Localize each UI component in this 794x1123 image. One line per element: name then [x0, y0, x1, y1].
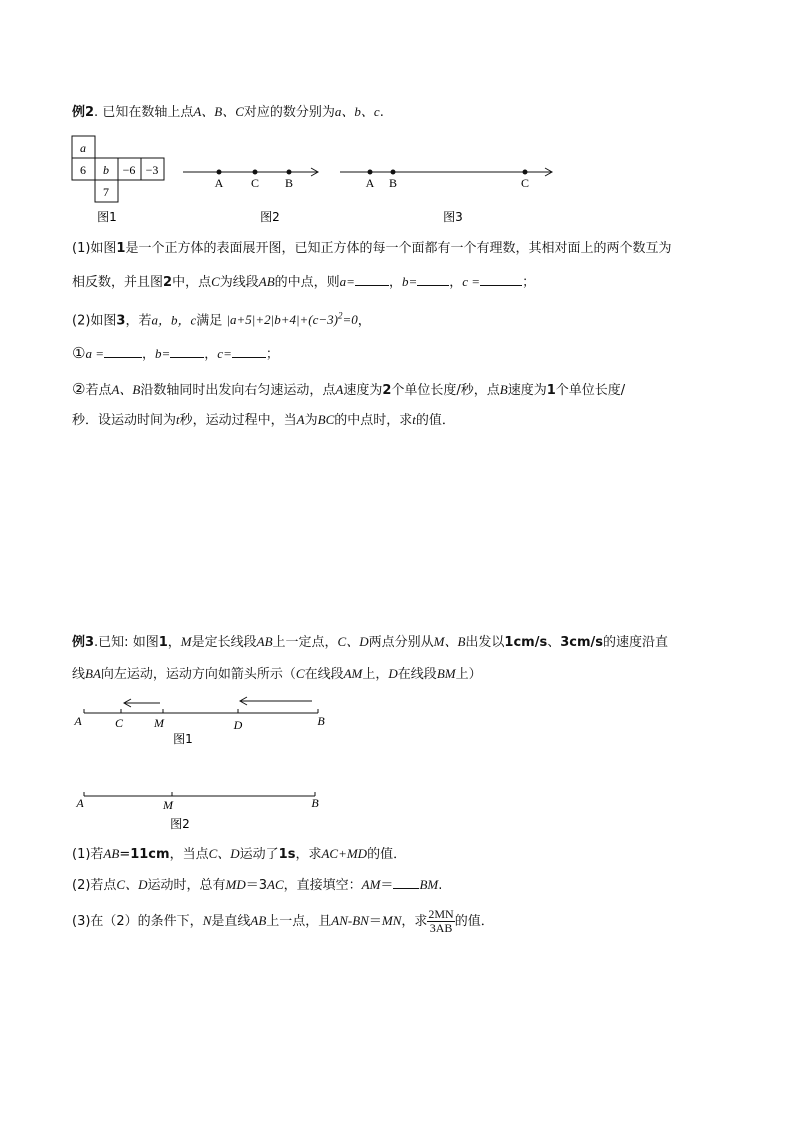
ex3-q1: (1)若AB=11cm，当点C、D运动了1s，求AC+MD的值．	[72, 846, 407, 862]
ex2-q2-1: ①a = ，b= ，c= ；	[72, 344, 279, 362]
ex3-statement-line2: 线BA向左运动，运动方向如箭头所示（C在线段AM上，D在线段BM上）	[72, 666, 482, 682]
net-cell-a: a	[80, 141, 86, 155]
fig1-caption: 图1	[97, 210, 117, 224]
fig3-caption: 图3	[443, 210, 463, 224]
net-cell-b: b	[103, 163, 109, 177]
ex3-statement-line1: 例3.已知: 如图1，M是定长线段AB上一定点，C、D两点分别从M、B出发以1cm/s、3cm/s的速度沿直	[72, 634, 669, 650]
net-cell-7: 7	[103, 185, 109, 199]
ex3-q2: (2)若点C、D运动时，总有MD＝3AC，直接填空：AM＝ BM.	[72, 874, 442, 896]
seg1-label-b: B	[317, 714, 325, 728]
axis3-label-c: C	[520, 176, 530, 190]
axis2-label-a: A	[214, 176, 224, 190]
arrow-c-left	[124, 699, 160, 707]
ex3-q3: (3)在（2）的条件下，N是直线AB上一点，且AN-BN＝MN，求 $\frac{2MN}{3AB}$ 的值．	[72, 907, 494, 935]
axis2-label-b: B	[284, 176, 294, 190]
seg2-label-b: B	[311, 796, 319, 810]
seg2-label-a: A	[76, 796, 84, 810]
ex3-q3-fraction: $\frac{2MN}{3AB}$	[428, 907, 454, 935]
ex2-q2-2-line2: 秒．设运动时间为t秒，运动过程中，当A为BC的中点时，求t的值．	[72, 412, 455, 428]
axis2-label-c: C	[250, 176, 260, 190]
seg1-label-a: A	[74, 714, 82, 728]
axis3-label-b: B	[388, 176, 398, 190]
arrow-d-left	[240, 697, 312, 705]
ex2-q2-line: (2)如图3，若a，b，c满足 $|a+5|+2|b+4|+(c-3)^2=0$，	[72, 311, 371, 329]
ex2-statement: 例2. 已知在数轴上点A、B、C对应的数分别为a、b、c.	[72, 104, 384, 120]
fig2-caption: 图2	[260, 210, 280, 224]
blank-am-ratio[interactable]	[393, 874, 419, 889]
axis3-label-a: A	[365, 176, 375, 190]
net-cell-neg3: −3	[145, 163, 159, 177]
segment-fig2	[84, 792, 315, 796]
ex2-label: 例2	[72, 105, 95, 120]
net-cell-6: 6	[80, 163, 86, 177]
segment-fig1	[84, 709, 318, 713]
ex3-label: 例3	[72, 635, 95, 650]
ex2-q2-2-line1: ②若点A、B沿数轴同时出发向右匀速运动，点A速度为2个单位长度/秒，点B速度为1个单位长度/	[72, 380, 626, 398]
ex2-q1-line2: 相反数，并且图2中，点C为线段AB的中点，则a= ，b= ，c = ；	[72, 271, 535, 293]
ex3-fig1-caption: 图1	[173, 732, 193, 746]
net-cell-neg6: −6	[122, 163, 136, 177]
ex3-fig2-caption: 图2	[170, 817, 190, 831]
seg1-label-m: M	[154, 716, 164, 730]
ex2-q1-line1: (1)如图1是一个正方体的表面展开图，已知正方体的每一个面都有一个有理数，其相对面上的两个数互为	[72, 241, 672, 256]
ex2-q2-equation: $|a+5|+2|b+4|+(c-3)^2=0$	[226, 311, 358, 328]
seg1-label-c: C	[114, 716, 124, 730]
seg2-label-m: M	[163, 798, 173, 812]
seg1-label-d: D	[233, 718, 243, 732]
